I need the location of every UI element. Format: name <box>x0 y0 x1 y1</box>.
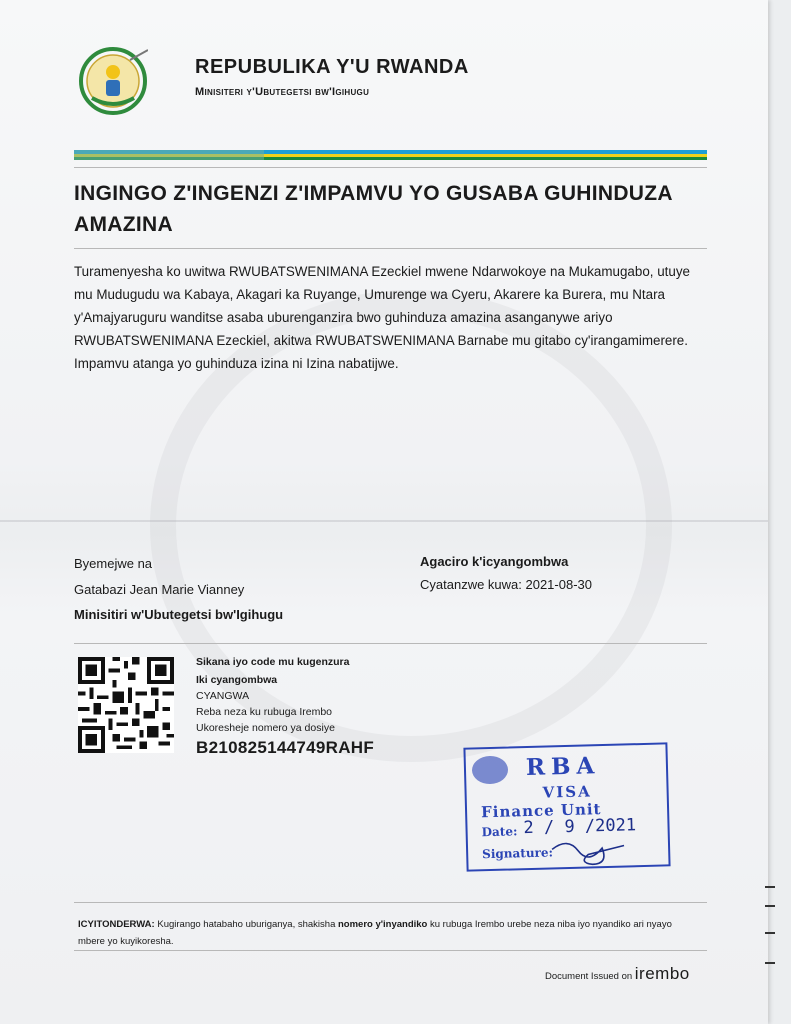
approved-by-label: Byemejwe na <box>74 556 153 571</box>
caution-text-b: ku rubuga Irembo urebe neza niba iyo nyandiko ari nyayo mbere yo kuyikoresha. <box>78 919 672 947</box>
document-body: Turamenyesha ko uwitwa RWUBATSWENIMANA Ezeckiel mwene Ndarwokoye na Mukamugabo, utuye mu Mudugudu wa Kabaya, Akagari ka Ruyange, Umurenge wa Cyeru, Akarere ka Burera, mu Ntara y'Amajyaruguru wanditse asaba uburenganzira bwo guhinduza amazina asanganywe ariyo RWUBATSWENIMANA Ezeckiel, akitwa RWUBATSWENIMANA Barnabe mu gitabo cy'irangamimerere. Impamvu atanga yo guhinduza izina ni Izina nabatijwe. <box>74 264 690 371</box>
approval-divider <box>74 643 707 644</box>
edge-mark <box>765 886 775 888</box>
issue-date: Cyatanzwe kuwa: 2021-08-30 <box>420 577 592 592</box>
stamp-handwritten-date: 2 / 9 /2021 <box>523 815 637 839</box>
footer-divider <box>74 950 707 951</box>
stamp-date-label: Date: <box>481 824 518 840</box>
note-divider <box>74 902 707 903</box>
check-irembo-instruction: Reba neza ku rubuga Irembo <box>196 706 333 718</box>
flag-color-bar <box>74 150 707 160</box>
edge-mark <box>765 962 775 964</box>
title-divider <box>74 248 707 249</box>
scan-instruction-2: Iki cyangombwa <box>196 674 278 686</box>
approver-title: Minisitiri w'Ubutegetsi bw'Igihugu <box>74 607 284 622</box>
caution-emphasis: nomero y'inyandiko <box>338 919 428 930</box>
stamp-ink-blot-icon <box>470 752 511 787</box>
stamp-visa: VISA <box>542 782 592 802</box>
file-number-instruction: Ukoresheje nomero ya dosiye <box>196 722 335 734</box>
approver-name: Gatabazi Jean Marie Vianney <box>74 582 245 597</box>
scan-instruction: Sikana iyo code mu kugenzura <box>196 656 350 668</box>
issued-on-label: Document Issued on <box>545 971 633 982</box>
edge-mark <box>765 932 775 934</box>
caution-note <box>78 916 698 950</box>
reference-number: B210825144749RAHF <box>196 738 375 757</box>
rba-visa-stamp <box>463 742 670 871</box>
document-title: INGINGO Z'INGENZI Z'IMPAMVU YO GUSABA GUHINDUZA AMAZINA <box>74 182 673 236</box>
header-divider <box>74 167 707 168</box>
stamp-org: RBA <box>525 752 601 782</box>
rwanda-emblem-icon <box>78 46 148 116</box>
stamp-signature-label: Signature: <box>482 845 554 862</box>
signature-scribble-icon <box>548 833 629 869</box>
fold-line <box>0 520 768 522</box>
qr-code-icon[interactable] <box>78 657 174 753</box>
or-label: CYANGWA <box>196 690 250 702</box>
caution-text-a: Kugirango hatabaho uburiganya, shakisha <box>154 919 338 930</box>
ministry-name: Minisiteri y'Ubutegetsi bw'Igihugu <box>195 86 370 98</box>
edge-mark <box>765 905 775 907</box>
country-name: REPUBULIKA Y'U RWANDA <box>195 56 469 78</box>
stamp-unit: Finance Unit <box>480 800 602 822</box>
document-value-label: Agaciro k'icyangombwa <box>420 554 569 569</box>
irembo-logo: irembo <box>634 964 690 983</box>
footer <box>545 964 690 984</box>
caution-label: ICYITONDERWA: <box>78 919 155 930</box>
